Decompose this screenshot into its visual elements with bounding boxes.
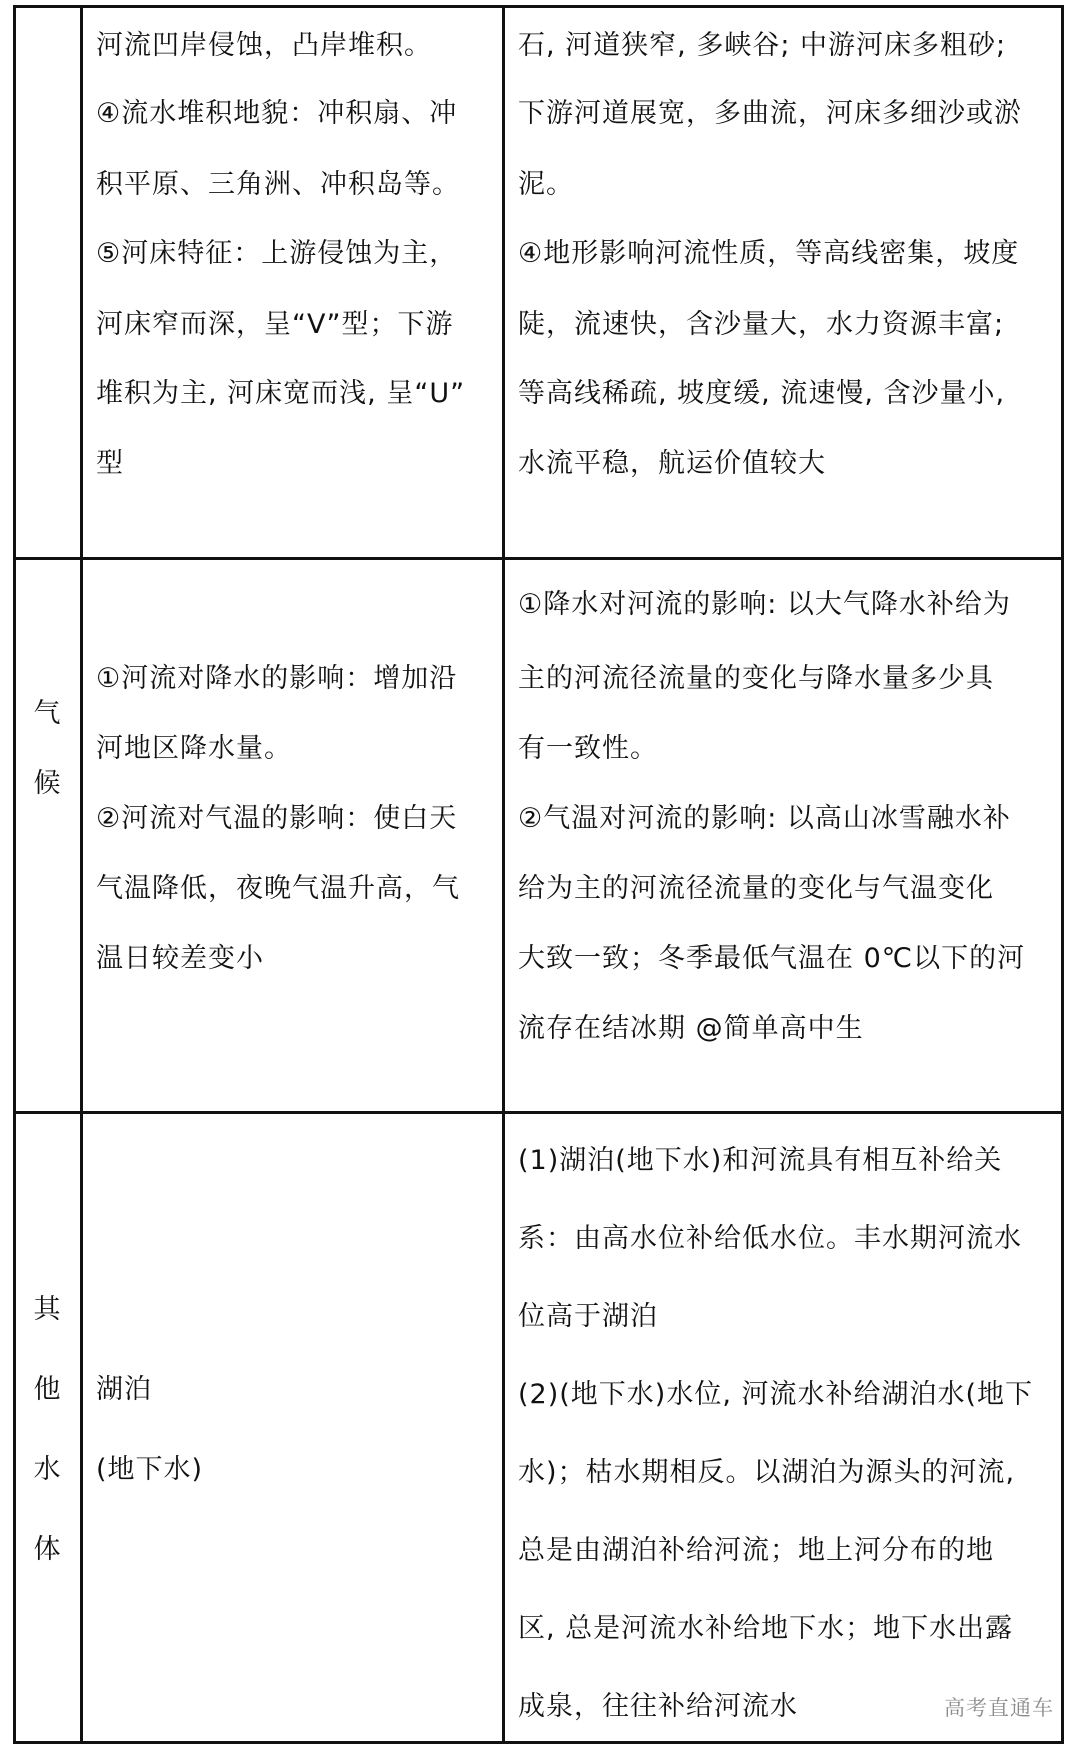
text-line: 有一致性。 bbox=[518, 733, 658, 764]
text-line: (地下水) bbox=[96, 1454, 204, 1485]
text-line: 河床窄而深，呈“V”型；下游 bbox=[96, 309, 454, 340]
text-line: ④流水堆积地貌：冲积扇、冲 bbox=[96, 98, 458, 129]
column-divider-2 bbox=[502, 5, 505, 1744]
text-line: 湖泊 bbox=[96, 1374, 152, 1405]
text-line: 下游河道展宽，多曲流，河床多细沙或淤 bbox=[518, 98, 1022, 129]
text-line: 系：由高水位补给低水位。丰水期河流水 bbox=[518, 1223, 1022, 1254]
category-label-char: 他 bbox=[33, 1374, 61, 1405]
text-line: 型 bbox=[96, 448, 124, 479]
text-line: 水)；枯水期相反。以湖泊为源头的河流, bbox=[518, 1457, 1016, 1488]
category-label-char: 水 bbox=[33, 1454, 61, 1485]
text-line: 位高于湖泊 bbox=[518, 1301, 658, 1332]
category-label-char: 候 bbox=[33, 768, 61, 799]
text-line: 泥。 bbox=[518, 169, 574, 200]
text-line: ①降水对河流的影响: 以大气降水补给为 bbox=[518, 589, 1011, 620]
category-label-char: 体 bbox=[33, 1534, 61, 1565]
row-divider-2 bbox=[13, 1111, 1064, 1114]
text-line: ②气温对河流的影响: 以高山冰雪融水补 bbox=[518, 803, 1011, 834]
text-line: 主的河流径流量的变化与降水量多少具 bbox=[518, 663, 994, 694]
text-line: 区, 总是河流水补给地下水；地下水出露 bbox=[518, 1613, 1014, 1644]
text-line: 给为主的河流径流量的变化与气温变化 bbox=[518, 873, 994, 904]
watermark: 高考直通车 bbox=[944, 1696, 1054, 1720]
text-line: 水流平稳，航运价值较大 bbox=[518, 448, 826, 479]
text-line: ②河流对气温的影响：使白天 bbox=[96, 803, 458, 834]
text-line: 河流凹岸侵蚀，凸岸堆积。 bbox=[96, 30, 432, 61]
text-line: 成泉，往往补给河流水 bbox=[518, 1691, 798, 1722]
text-line: 大致一致；冬季最低气温在 0℃以下的河 bbox=[518, 943, 1026, 974]
text-line: 温日较差变小 bbox=[96, 943, 264, 974]
text-line: 流存在结冰期 @简单高中生 bbox=[518, 1013, 864, 1044]
text-line: (2)(地下水)水位, 河流水补给湖泊水(地下 bbox=[518, 1379, 1034, 1410]
text-line: ④地形影响河流性质，等高线密集，坡度 bbox=[518, 238, 1020, 269]
row-divider-1 bbox=[13, 557, 1064, 560]
text-line: 石, 河道狭窄, 多峡谷; 中游河床多粗砂; bbox=[518, 30, 1007, 61]
category-label-char: 气 bbox=[33, 698, 61, 729]
text-line: 堆积为主, 河床宽而浅, 呈“U” bbox=[96, 378, 466, 409]
text-line: ⑤河床特征：上游侵蚀为主， bbox=[96, 238, 458, 269]
text-line: (1)湖泊(地下水)和河流具有相互补给关 bbox=[518, 1145, 1003, 1176]
text-line: 总是由湖泊补给河流；地上河分布的地 bbox=[518, 1535, 994, 1566]
text-line: 等高线稀疏, 坡度缓, 流速慢, 含沙量小, bbox=[518, 378, 1006, 409]
text-line: 积平原、三角洲、冲积岛等。 bbox=[96, 169, 460, 200]
category-label-char: 其 bbox=[33, 1294, 61, 1325]
text-line: 气温降低，夜晚气温升高，气 bbox=[96, 873, 460, 904]
text-line: 陡，流速快，含沙量大，水力资源丰富; bbox=[518, 309, 1005, 340]
text-line: 河地区降水量。 bbox=[96, 733, 292, 764]
text-line: ①河流对降水的影响：增加沿 bbox=[96, 663, 458, 694]
